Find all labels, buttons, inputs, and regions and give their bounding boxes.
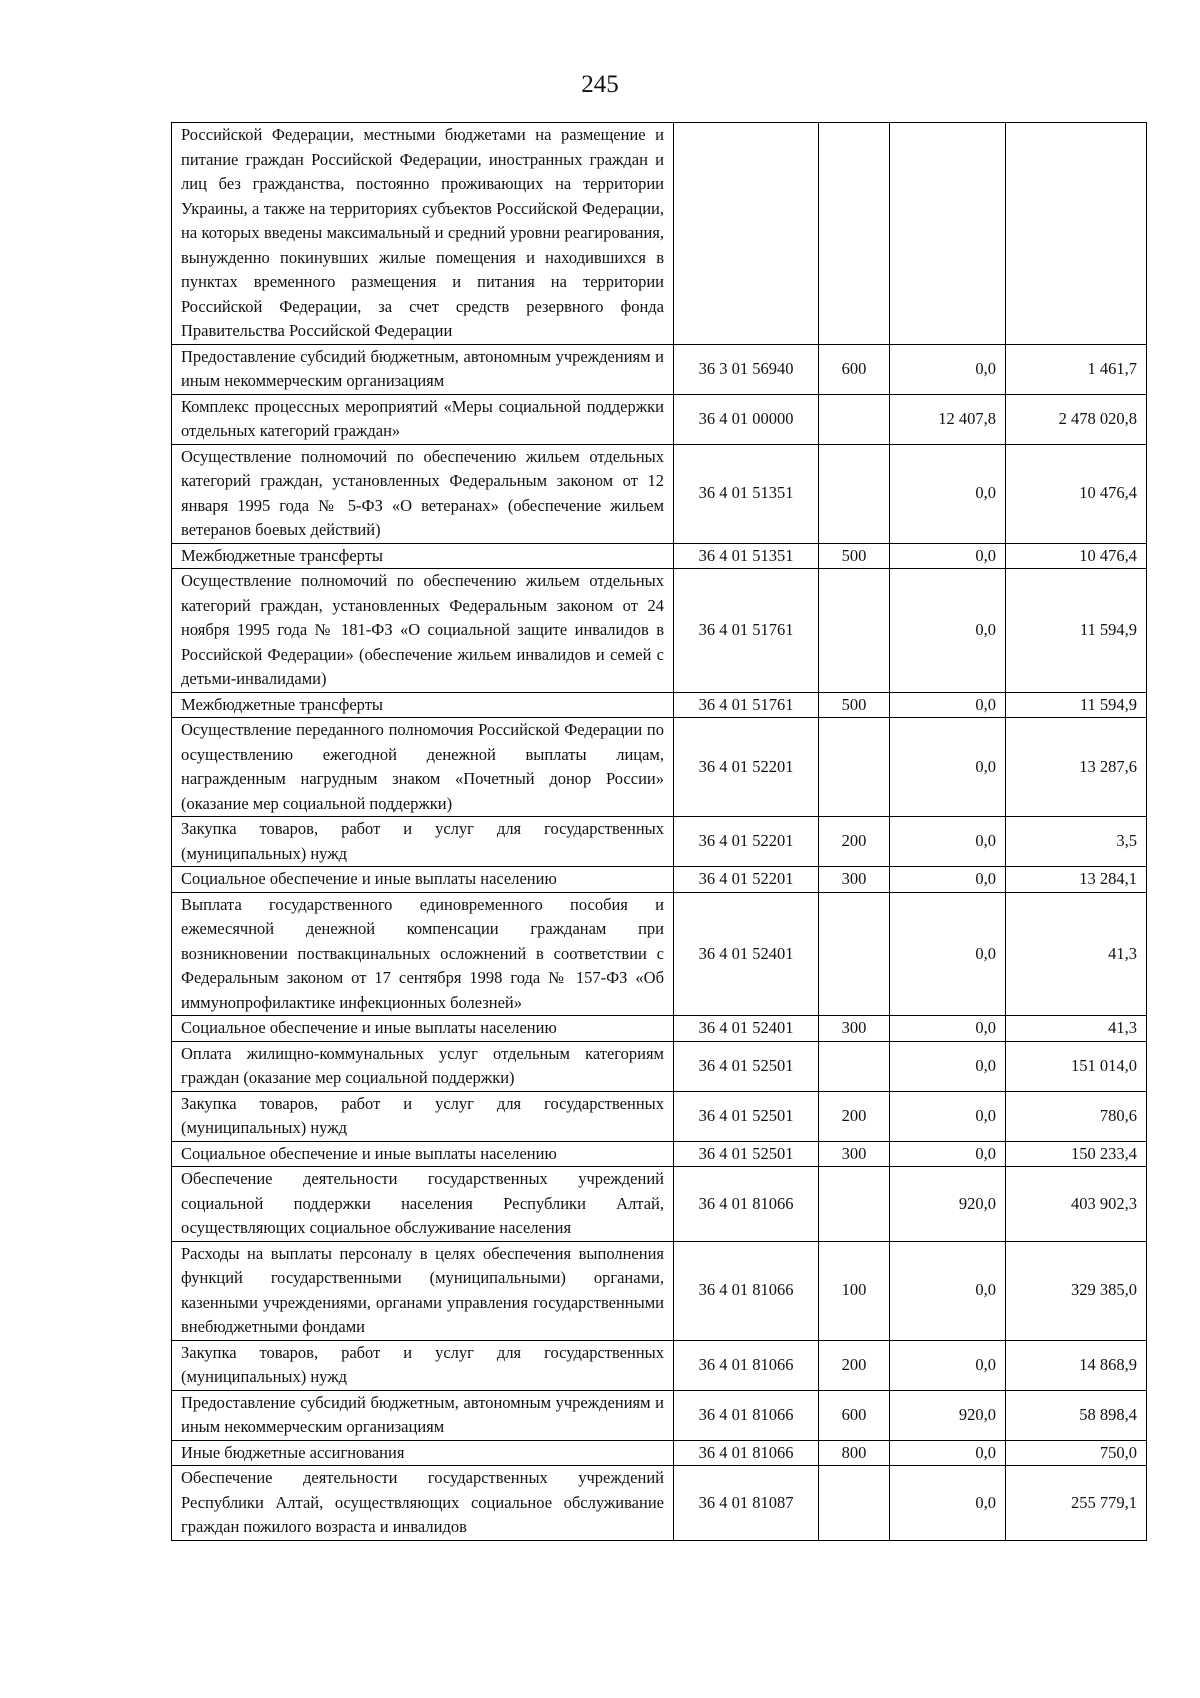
row-amount-2: 1 461,7: [1006, 344, 1147, 394]
row-code: 36 4 01 81066: [674, 1390, 819, 1440]
row-amount-2: 750,0: [1006, 1440, 1147, 1466]
table-row: [172, 1390, 1147, 1440]
row-code: 36 4 01 51761: [674, 569, 819, 693]
row-description: Предоставление субсидий бюджетным, автономным учреждениям и иным некоммерческим организациям: [172, 1390, 674, 1440]
row-expense-type: 800: [819, 1440, 890, 1466]
table-row: [172, 1340, 1147, 1390]
row-code: [674, 123, 819, 345]
row-description: Осуществление полномочий по обеспечению жильем отдельных категорий граждан, установленных Федеральным законом от 12 января 1995 года № 5-ФЗ «О ветеранах» (обеспечение жильем ветеранов боевых действий): [172, 444, 674, 543]
table-row: [172, 817, 1147, 867]
row-description: Закупка товаров, работ и услуг для государственных (муниципальных) нужд: [172, 817, 674, 867]
table-row: [172, 1141, 1147, 1167]
row-expense-type: 100: [819, 1241, 890, 1340]
table-row: [172, 1016, 1147, 1042]
table-row: [172, 1091, 1147, 1141]
table-row: [172, 692, 1147, 718]
row-amount-1: 0,0: [890, 867, 1006, 893]
row-amount-1: 0,0: [890, 692, 1006, 718]
row-amount-2: 41,3: [1006, 1016, 1147, 1042]
row-expense-type: 300: [819, 1141, 890, 1167]
row-amount-1: 0,0: [890, 1466, 1006, 1541]
row-code: 36 4 01 00000: [674, 394, 819, 444]
row-expense-type: [819, 1167, 890, 1242]
row-expense-type: [819, 1041, 890, 1091]
row-amount-2: 14 868,9: [1006, 1340, 1147, 1390]
row-amount-1: 0,0: [890, 1241, 1006, 1340]
row-code: 36 4 01 52201: [674, 817, 819, 867]
row-expense-type: [819, 718, 890, 817]
table-row: [172, 394, 1147, 444]
row-amount-2: 58 898,4: [1006, 1390, 1147, 1440]
row-amount-1: 0,0: [890, 718, 1006, 817]
row-amount-1: 0,0: [890, 1041, 1006, 1091]
row-description: Обеспечение деятельности государственных учреждений социальной поддержки населения Республики Алтай, осуществляющих социальное обслуживание населения: [172, 1167, 674, 1242]
row-code: 36 4 01 52501: [674, 1041, 819, 1091]
row-description: Социальное обеспечение и иные выплаты населению: [172, 1016, 674, 1042]
row-amount-1: 0,0: [890, 569, 1006, 693]
row-amount-1: 0,0: [890, 1016, 1006, 1042]
budget-table: [171, 122, 1147, 1541]
row-description: Комплекс процессных мероприятий «Меры социальной поддержки отдельных категорий граждан»: [172, 394, 674, 444]
page-number: 245: [581, 71, 619, 98]
row-amount-1: 920,0: [890, 1167, 1006, 1242]
row-description: Осуществление полномочий по обеспечению жильем отдельных категорий граждан, установленных Федеральным законом от 24 ноября 1995 года № 181-ФЗ «О социальной защите инвалидов в Российской Федерации» (обеспечение жильем инвалидов и семей с детьми-инвалидами): [172, 569, 674, 693]
table-row: [172, 344, 1147, 394]
row-expense-type: 200: [819, 1091, 890, 1141]
row-code: 36 4 01 52201: [674, 867, 819, 893]
row-code: 36 4 01 51351: [674, 543, 819, 569]
row-code: 36 4 01 51761: [674, 692, 819, 718]
row-amount-2: 3,5: [1006, 817, 1147, 867]
row-description: Социальное обеспечение и иные выплаты населению: [172, 867, 674, 893]
row-expense-type: 300: [819, 1016, 890, 1042]
row-amount-2: [1006, 123, 1147, 345]
row-description: Социальное обеспечение и иные выплаты населению: [172, 1141, 674, 1167]
table-row: [172, 1440, 1147, 1466]
row-description: Выплата государственного единовременного пособия и ежемесячной денежной компенсации гражданам при возникновении поствакцинальных осложнений в соответствии с Федеральным законом от 17 сентября 1998 года № 157-ФЗ «Об иммунопрофилактике инфекционных болезней»: [172, 892, 674, 1016]
table-row: [172, 123, 1147, 345]
row-amount-2: 2 478 020,8: [1006, 394, 1147, 444]
table-row: [172, 892, 1147, 1016]
row-amount-2: 150 233,4: [1006, 1141, 1147, 1167]
row-amount-1: 0,0: [890, 543, 1006, 569]
table-row: [172, 867, 1147, 893]
row-code: 36 4 01 81066: [674, 1241, 819, 1340]
table-row: [172, 1241, 1147, 1340]
table-row: [172, 718, 1147, 817]
table-row: [172, 1041, 1147, 1091]
row-amount-2: 780,6: [1006, 1091, 1147, 1141]
row-amount-1: 0,0: [890, 444, 1006, 543]
table-row: [172, 1466, 1147, 1541]
row-expense-type: 600: [819, 1390, 890, 1440]
row-amount-1: 0,0: [890, 892, 1006, 1016]
row-expense-type: 300: [819, 867, 890, 893]
row-amount-2: 41,3: [1006, 892, 1147, 1016]
row-expense-type: [819, 123, 890, 345]
row-code: 36 4 01 52201: [674, 718, 819, 817]
row-amount-2: 329 385,0: [1006, 1241, 1147, 1340]
row-expense-type: [819, 892, 890, 1016]
row-code: 36 4 01 81066: [674, 1440, 819, 1466]
row-amount-2: 151 014,0: [1006, 1041, 1147, 1091]
row-code: 36 4 01 52501: [674, 1091, 819, 1141]
row-code: 36 4 01 51351: [674, 444, 819, 543]
row-amount-1: 0,0: [890, 344, 1006, 394]
row-amount-2: 13 284,1: [1006, 867, 1147, 893]
row-expense-type: [819, 569, 890, 693]
row-amount-1: 0,0: [890, 817, 1006, 867]
row-amount-1: 0,0: [890, 1340, 1006, 1390]
row-code: 36 4 01 52501: [674, 1141, 819, 1167]
row-expense-type: [819, 1466, 890, 1541]
table-row: [172, 444, 1147, 543]
row-amount-2: 13 287,6: [1006, 718, 1147, 817]
row-amount-1: 0,0: [890, 1440, 1006, 1466]
row-expense-type: [819, 444, 890, 543]
row-code: 36 3 01 56940: [674, 344, 819, 394]
row-amount-2: 11 594,9: [1006, 569, 1147, 693]
row-amount-1: 920,0: [890, 1390, 1006, 1440]
table-row: [172, 569, 1147, 693]
row-description: Иные бюджетные ассигнования: [172, 1440, 674, 1466]
row-description: Межбюджетные трансферты: [172, 692, 674, 718]
table-row: [172, 1167, 1147, 1242]
row-code: 36 4 01 52401: [674, 1016, 819, 1042]
row-description: Расходы на выплаты персоналу в целях обеспечения выполнения функций государственными (муниципальными) органами, казенными учреждениями, органами управления государственными внебюджетными фондами: [172, 1241, 674, 1340]
row-amount-1: 0,0: [890, 1141, 1006, 1167]
row-amount-2: 403 902,3: [1006, 1167, 1147, 1242]
row-code: 36 4 01 52401: [674, 892, 819, 1016]
row-description: Осуществление переданного полномочия Российской Федерации по осуществлению ежегодной денежной выплаты лицам, награжденным нагрудным знаком «Почетный донор России» (оказание мер социальной поддержки): [172, 718, 674, 817]
row-amount-1: 0,0: [890, 1091, 1006, 1141]
row-expense-type: 200: [819, 817, 890, 867]
row-code: 36 4 01 81066: [674, 1340, 819, 1390]
row-description: Оплата жилищно-коммунальных услуг отдельным категориям граждан (оказание мер социальной поддержки): [172, 1041, 674, 1091]
row-amount-2: 10 476,4: [1006, 543, 1147, 569]
row-description: Закупка товаров, работ и услуг для государственных (муниципальных) нужд: [172, 1091, 674, 1141]
row-description: Российской Федерации, местными бюджетами на размещение и питание граждан Российской Федерации, иностранных граждан и лиц без гражданства, постоянно проживающих на территории Украины, а также на территориях субъектов Российской Федерации, на которых введены максимальный и средний уровни реагирования, вынужденно покинувших жилые помещения и находившихся в пунктах временного размещения и питания на территории Российской Федерации, за счет средств резервного фонда Правительства Российской Федерации: [172, 123, 674, 345]
row-expense-type: 500: [819, 543, 890, 569]
row-amount-2: 255 779,1: [1006, 1466, 1147, 1541]
budget-table-body: [172, 123, 1147, 1541]
row-expense-type: [819, 394, 890, 444]
row-code: 36 4 01 81087: [674, 1466, 819, 1541]
row-expense-type: 600: [819, 344, 890, 394]
row-amount-1: 12 407,8: [890, 394, 1006, 444]
row-amount-2: 11 594,9: [1006, 692, 1147, 718]
row-description: Обеспечение деятельности государственных учреждений Республики Алтай, осуществляющих социальное обслуживание граждан пожилого возраста и инвалидов: [172, 1466, 674, 1541]
table-row: [172, 543, 1147, 569]
row-code: 36 4 01 81066: [674, 1167, 819, 1242]
row-description: Межбюджетные трансферты: [172, 543, 674, 569]
row-description: Закупка товаров, работ и услуг для государственных (муниципальных) нужд: [172, 1340, 674, 1390]
row-amount-1: [890, 123, 1006, 345]
row-description: Предоставление субсидий бюджетным, автономным учреждениям и иным некоммерческим организациям: [172, 344, 674, 394]
row-expense-type: 200: [819, 1340, 890, 1390]
row-amount-2: 10 476,4: [1006, 444, 1147, 543]
row-expense-type: 500: [819, 692, 890, 718]
